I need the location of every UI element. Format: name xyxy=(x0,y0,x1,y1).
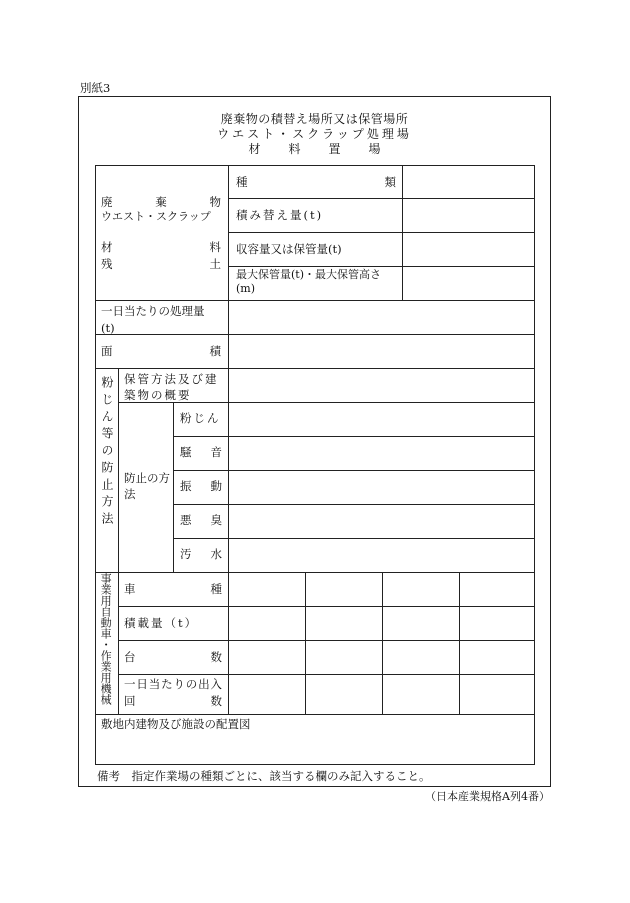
row-kind: 種類 xyxy=(236,175,396,189)
item-wastewater: 汚水 xyxy=(180,547,222,561)
item-odor: 悪臭 xyxy=(180,513,222,527)
row-count: 台数 xyxy=(124,650,222,664)
label-daily-amount: 一日当たりの処理量 (t) xyxy=(101,304,216,335)
title-line-1: 廃棄物の積替え場所又は保管場所 xyxy=(220,112,409,126)
label-area: 面積 xyxy=(101,344,221,358)
row-transship: 積み替え量(t) xyxy=(236,208,324,222)
row-max-storage: 最大保管量(t)・最大保管高さ(m) xyxy=(236,268,382,296)
row-load-capacity: 積載量（t） xyxy=(124,616,199,630)
label-soil: 残土 xyxy=(101,257,221,271)
row-vehicle-type: 車種 xyxy=(124,582,222,596)
label-waste: 廃棄物 xyxy=(101,195,221,209)
label-vehicles: 事業用自動車・作業用機械 xyxy=(99,573,113,705)
note-text: 備考 指定作業場の種類ごとに、該当する欄のみ記入すること。 xyxy=(97,769,431,783)
row-storage: 収容量又は保管量(t) xyxy=(236,242,342,256)
label-waste-scrap: ウエスト・スクラップ xyxy=(101,210,211,223)
item-noise: 騒音 xyxy=(180,445,222,459)
title-line-2: ウエスト・スクラップ処理場 xyxy=(217,127,412,141)
label-prevention: 粉じん等の防止方法 xyxy=(100,376,114,529)
label-layout-diagram: 敷地内建物及び施設の配置図 xyxy=(101,717,251,731)
title-line-3: 材料置場 xyxy=(248,142,409,156)
item-dust: 粉じん xyxy=(180,411,221,425)
figure-label: 別紙3 xyxy=(80,81,111,95)
row-daily-trips: 一日当たりの出入回数 xyxy=(124,677,222,708)
item-vibration: 振動 xyxy=(180,479,222,493)
label-material: 材料 xyxy=(101,240,221,254)
label-prevention-method: 防止の方法 xyxy=(124,471,170,501)
label-storage-overview: 保管方法及び建築物の概要 xyxy=(124,372,219,402)
standard-label: （日本産業規格A列4番） xyxy=(425,790,550,803)
